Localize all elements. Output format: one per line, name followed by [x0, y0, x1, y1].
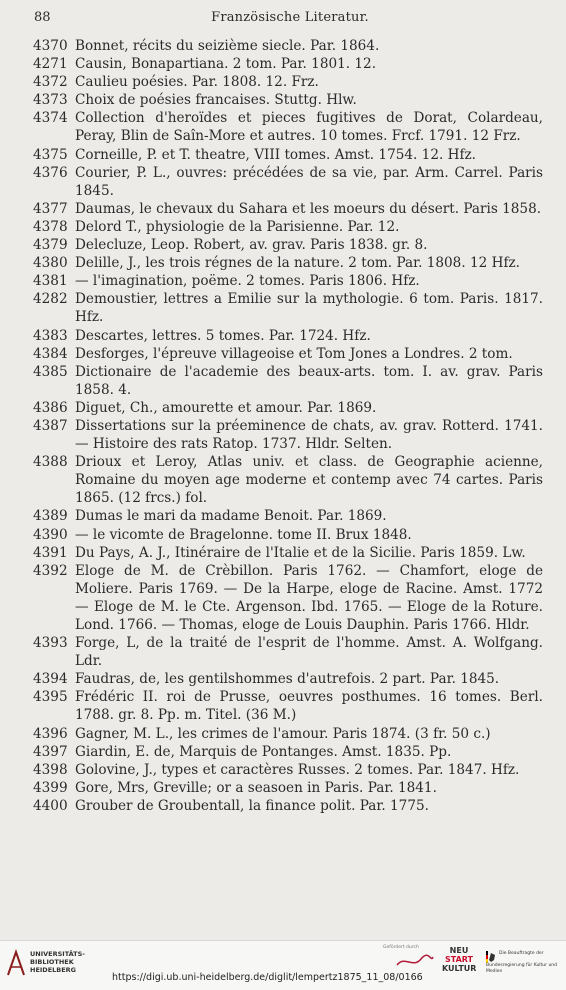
catalog-entry	[33, 743, 543, 761]
catalog-entry	[33, 453, 543, 507]
catalog-entry	[33, 91, 543, 109]
entry-text: Descartes, lettres. 5 tomes. Par. 1724. Hfz.	[75, 327, 371, 344]
viewer-footer	[0, 940, 566, 990]
entry-text: Daumas, le chevaux du Sahara et les moeurs du désert. Paris 1858.	[75, 200, 542, 217]
entry-number: 4397	[33, 743, 68, 760]
entry-text: Drioux et Leroy, Atlas univ. et class. de Geographie acienne, Romaine du moyen age moderne et contemp avec 74 cartes. Paris 1865. (12 frcs.) fol.	[75, 454, 543, 507]
catalog-entry	[33, 544, 543, 562]
entry-number: 4375	[33, 146, 68, 163]
entry-text: Bonnet, récits du seizième siecle. Par. 1864.	[75, 38, 380, 54]
university-library-logo-icon	[6, 949, 26, 977]
entry-number: 4380	[33, 255, 68, 272]
catalog-entry	[33, 507, 543, 525]
entry-text: Causin, Bonapartiana. 2 tom. Par. 1801. 12.	[75, 56, 377, 73]
entry-number: 4372	[33, 74, 68, 91]
catalog-entry	[33, 164, 543, 200]
entry-text: Desforges, l'épreuve villageoise et Tom Jones a Londres. 2 tom.	[75, 345, 513, 362]
page-number: 88	[34, 10, 51, 25]
permalink-url[interactable]: https://digi.ub.uni-heidelberg.de/diglit/lempertz1875_11_08/0166	[112, 972, 423, 983]
entry-number: 4271	[33, 56, 68, 73]
sponsor-label: Gefördert durch	[383, 945, 419, 950]
entry-text: Delord T., physiologie de la Parisienne. Par. 12.	[75, 218, 400, 235]
catalog-entry	[33, 73, 543, 91]
entry-number: 4370	[33, 38, 68, 54]
entry-number: 4388	[33, 454, 68, 471]
entry-text: Gore, Mrs, Greville; or a seasoen in Paris. Par. 1841.	[75, 779, 437, 796]
catalog-entry	[33, 37, 543, 55]
entry-number: 4393	[33, 635, 68, 652]
catalog-entry	[33, 526, 543, 544]
running-title: Französische Literatur.	[211, 10, 369, 25]
entry-number: 4399	[33, 779, 68, 796]
catalog-entry	[33, 399, 543, 417]
neustart-kultur-logo: NEU START KULTUR	[442, 946, 477, 973]
library-name: UNIVERSITÄTS- BIBLIOTHEK HEIDELBERG	[30, 950, 85, 974]
entry-number: 4395	[33, 689, 68, 706]
catalog-entry	[33, 562, 543, 634]
catalog-entry	[33, 688, 543, 724]
entry-text: Dissertations sur la préeminence de chats, av. grav. Rotterd. 1741. — Histoire des rats Ratop. 1737. Hldr. Selten.	[75, 417, 543, 453]
entry-text: Courier, P. L., ouvres: précédées de sa vie, par. Arm. Carrel. Paris 1845.	[75, 164, 543, 199]
catalog-entry	[33, 327, 543, 345]
catalog-entry	[33, 345, 543, 363]
entry-number: 4389	[33, 508, 68, 525]
entry-text: Eloge de M. de Crèbillon. Paris 1762. — Chamfort, eloge de Moliere. Paris 1769. — De la Harpe, eloge de Racine. Amst. 1772 — Eloge de M. le Cte. Argenson. Ibd. 1765. — Eloge de la Roture. Lond. 1766. — Thomas, eloge de Louis Dauphin. Paris 1766. Hldr.	[75, 562, 543, 633]
entry-number: 4374	[33, 110, 68, 127]
entry-text: — l'imagination, poëme. 2 tomes. Paris 1806. Hfz.	[75, 273, 420, 290]
catalog-entry	[33, 55, 543, 73]
entry-text: Dumas le mari da madame Benoit. Par. 1869.	[75, 508, 387, 525]
catalog-entry	[33, 761, 543, 779]
entry-text: Demoustier, lettres a Emilie sur la mythologie. 6 tom. Paris. 1817. Hfz.	[75, 291, 543, 326]
catalog-entry	[33, 146, 543, 164]
catalog-entries	[33, 37, 543, 815]
entry-text: Forge, L, de la traité de l'esprit de l'homme. Amst. A. Wolfgang. Ldr.	[75, 635, 543, 670]
catalog-entry	[33, 272, 543, 290]
entry-text: Corneille, P. et T. theatre, VIII tomes. Amst. 1754. 12. Hfz.	[75, 146, 476, 163]
entry-number: 4394	[33, 671, 68, 688]
catalog-entry	[33, 236, 543, 254]
entry-text: Delecluze, Leop. Robert, av. grav. Paris 1838. gr. 8.	[75, 237, 428, 254]
entry-text: Grouber de Groubentall, la finance polit. Par. 1775.	[75, 797, 429, 814]
catalog-entry	[33, 634, 543, 670]
entry-text: Golovine, J., types et caractères Russes. 2 tomes. Par. 1847. Hfz.	[75, 761, 520, 778]
entry-number: 4282	[33, 291, 68, 308]
entry-number: 4373	[33, 92, 68, 109]
catalog-entry	[33, 797, 543, 815]
catalog-entry	[33, 200, 543, 218]
entry-text: Gagner, M. L., les crimes de l'amour. Paris 1874. (3 fr. 50 c.)	[75, 725, 491, 742]
catalog-entry	[33, 363, 543, 399]
catalog-entry	[33, 290, 543, 326]
federal-government-logo: Die Beauftragte der Bundesregierung für Kultur und Medien	[486, 951, 558, 974]
entry-text: Giardin, E. de, Marquis de Pontanges. Amst. 1835. Pp.	[75, 743, 452, 760]
entry-text: Dictionaire de l'academie des beaux-arts. tom. I. av. grav. Paris 1858. 4.	[75, 363, 543, 398]
entry-number: 4400	[33, 797, 68, 814]
entry-text: Collection d'heroïdes et pieces fugitives de Dorat, Colardeau, Peray, Blin de Saîn-More et autres. 10 tomes. Frcf. 1791. 12 Frz.	[75, 110, 543, 145]
entry-number: 4381	[33, 273, 68, 290]
entry-text: Caulieu poésies. Par. 1808. 12. Frz.	[75, 74, 319, 91]
entry-text: Choix de poésies francaises. Stuttg. Hlw.	[75, 92, 357, 109]
entry-text: Du Pays, A. J., Itinéraire de l'Italie et de la Sicilie. Paris 1859. Lw.	[75, 544, 526, 561]
entry-number: 4386	[33, 399, 68, 416]
entry-text: Frédéric II. roi de Prusse, oeuvres posthumes. 16 tomes. Berl. 1788. gr. 8. Pp. m. Titel. (36 M.)	[75, 689, 543, 724]
entry-number: 4390	[33, 526, 68, 543]
entry-number: 4378	[33, 218, 68, 235]
entry-number: 4396	[33, 725, 68, 742]
catalog-entry	[33, 417, 543, 453]
entry-number: 4384	[33, 345, 68, 362]
entry-text: Faudras, de, les gentilshommes d'autrefois. 2 part. Par. 1845.	[75, 671, 500, 688]
entry-number: 4391	[33, 544, 68, 561]
entry-number: 4387	[33, 417, 68, 434]
catalog-entry	[33, 725, 543, 743]
catalog-entry	[33, 218, 543, 236]
sponsor-logo-icon	[395, 953, 435, 971]
federal-eagle-icon	[486, 951, 496, 963]
entry-number: 4385	[33, 363, 68, 380]
catalog-entry	[33, 779, 543, 797]
entry-number: 4398	[33, 761, 68, 778]
catalog-entry	[33, 109, 543, 145]
entry-text: Diguet, Ch., amourette et amour. Par. 1869.	[75, 399, 377, 416]
entry-text: Delille, J., les trois régnes de la nature. 2 tom. Par. 1808. 12 Hfz.	[75, 255, 520, 272]
entry-text: — le vicomte de Bragelonne. tome II. Brux 1848.	[75, 526, 412, 543]
page-header	[34, 10, 546, 30]
entry-number: 4379	[33, 237, 68, 254]
entry-number: 4377	[33, 200, 68, 217]
catalog-entry	[33, 254, 543, 272]
entry-number: 4392	[33, 562, 68, 579]
catalog-entry	[33, 670, 543, 688]
entry-number: 4383	[33, 327, 68, 344]
entry-number: 4376	[33, 164, 68, 181]
